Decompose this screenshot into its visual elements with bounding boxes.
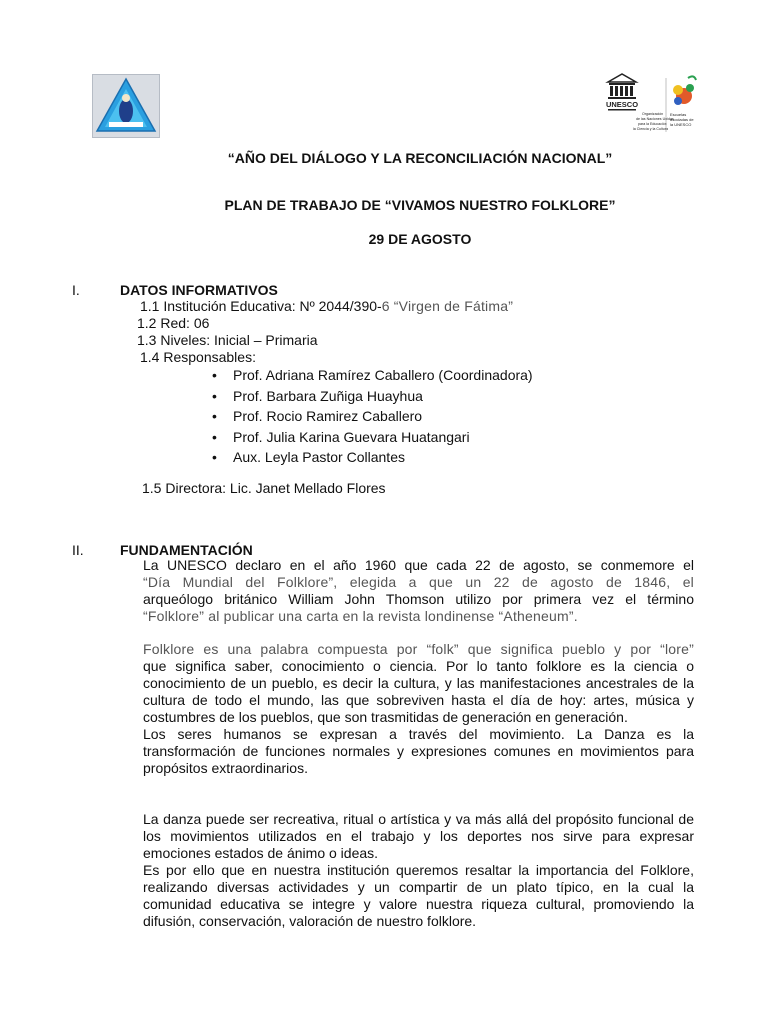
- paragraph-3: Los seres humanos se expresan a través del movimiento. La Danza es la transformación de funciones normales y expresiones comunes en movimientos para propósitos extraordinarios.: [143, 726, 694, 776]
- section-1-heading: DATOS INFORMATIVOS: [120, 282, 278, 298]
- paragraph-1: La UNESCO declaro en el año 1960 que cada 22 de agosto, se conmemore el “Día Mundial del Folklore”, elegida a que un 22 de agosto de 1846, el arqueólogo británico William John Thomson utilizo por primera vez el término “Folklore” al publicar una carta en la revista londinense “Atheneum”.: [143, 557, 694, 624]
- red-line: 1.2 Red: 06: [137, 315, 210, 331]
- unesco-logo: [598, 70, 710, 136]
- list-item: • Prof. Rocio Ramirez Caballero: [212, 406, 533, 427]
- section-1-numeral: I.: [72, 282, 80, 298]
- directora-line: 1.5 Directora: Lic. Janet Mellado Flores: [142, 480, 386, 496]
- niveles-line: 1.3 Niveles: Inicial – Primaria: [137, 332, 318, 348]
- svg-text:UNESCO: UNESCO: [605, 100, 639, 109]
- section-2-heading: FUNDAMENTACIÓN: [120, 542, 253, 558]
- responsables-line: 1.4 Responsables:: [140, 349, 256, 365]
- list-item: • Prof. Barbara Zuñiga Huayhua: [212, 386, 533, 407]
- paragraph-2: Folklore es una palabra compuesta por “folk” que significa pueblo y por “lore” que significa saber, conocimiento o ciencia. Por lo tanto folklore es la ciencia o conocimiento de un pueblo, es decir la cultura, y las manifestaciones ancestrales de la cultura de todo el mundo, las que sobreviven hasta el día de hoy: artes, música y costumbres de los pueblos, que son trasmitidas de generación en generación. Los seres humanos se expresan a través del movimiento. La Danza es la transformación de funciones normales y expresiones comunes en movimientos para propósitos extraordinarios.: [143, 641, 694, 776]
- section-2-numeral: II.: [72, 542, 84, 558]
- list-item: • Prof. Julia Karina Guevara Huatangari: [212, 427, 533, 448]
- plan-title: PLAN DE TRABAJO DE “VIVAMOS NUESTRO FOLKLORE”: [224, 197, 616, 213]
- paragraph-4: La danza puede ser recreativa, ritual o artística y va más allá del propósito funcional de los movimientos utilizados en el trabajo y los deportes nos sirve para expresar emociones estados de ánimo o ideas. Es por ello que en nuestra institución queremos resaltar la importancia del Folklore, realizando diversas actividades y un compartir de un plato típico, en la cual la comunidad educativa se integre y valore nuestra riqueza cultural, promoviendo la difusión, conservación, valoración de nuestro folklore.: [143, 811, 694, 929]
- responsables-list: [212, 365, 533, 468]
- year-motto-title: “AÑO DEL DIÁLOGO Y LA RECONCILIACIÓN NACIONAL”: [227, 150, 613, 166]
- list-item: • Prof. Adriana Ramírez Caballero (Coordinadora): [212, 365, 533, 386]
- paragraph-5: Es por ello que en nuestra institución queremos resaltar la importancia del Folklore, realizando diversas actividades y un compartir de un plato típico, en la cual la comunidad educativa se integre y valore nuestra riqueza cultural, promoviendo la difusión, conservación, valoración de nuestro folklore.: [143, 862, 694, 929]
- svg-text:Organización: Organización: [642, 112, 664, 116]
- svg-text:de las Naciones Unidas: de las Naciones Unidas: [636, 117, 674, 121]
- svg-text:asociadas de: asociadas de: [670, 117, 694, 122]
- date-title: 29 DE AGOSTO: [368, 231, 472, 247]
- institution-line: 1.1 Institución Educativa: Nº 2044/390-6 “Virgen de Fátima”: [140, 298, 514, 314]
- svg-text:Escuelas: Escuelas: [670, 112, 687, 117]
- svg-text:para la Educación: para la Educación: [638, 122, 667, 126]
- school-logo: [92, 74, 160, 138]
- list-item: • Aux. Leyla Pastor Collantes: [212, 447, 533, 468]
- svg-text:la UNESCO: la UNESCO: [670, 122, 692, 127]
- svg-text:la Ciencia y la Cultura: la Ciencia y la Cultura: [633, 127, 668, 131]
